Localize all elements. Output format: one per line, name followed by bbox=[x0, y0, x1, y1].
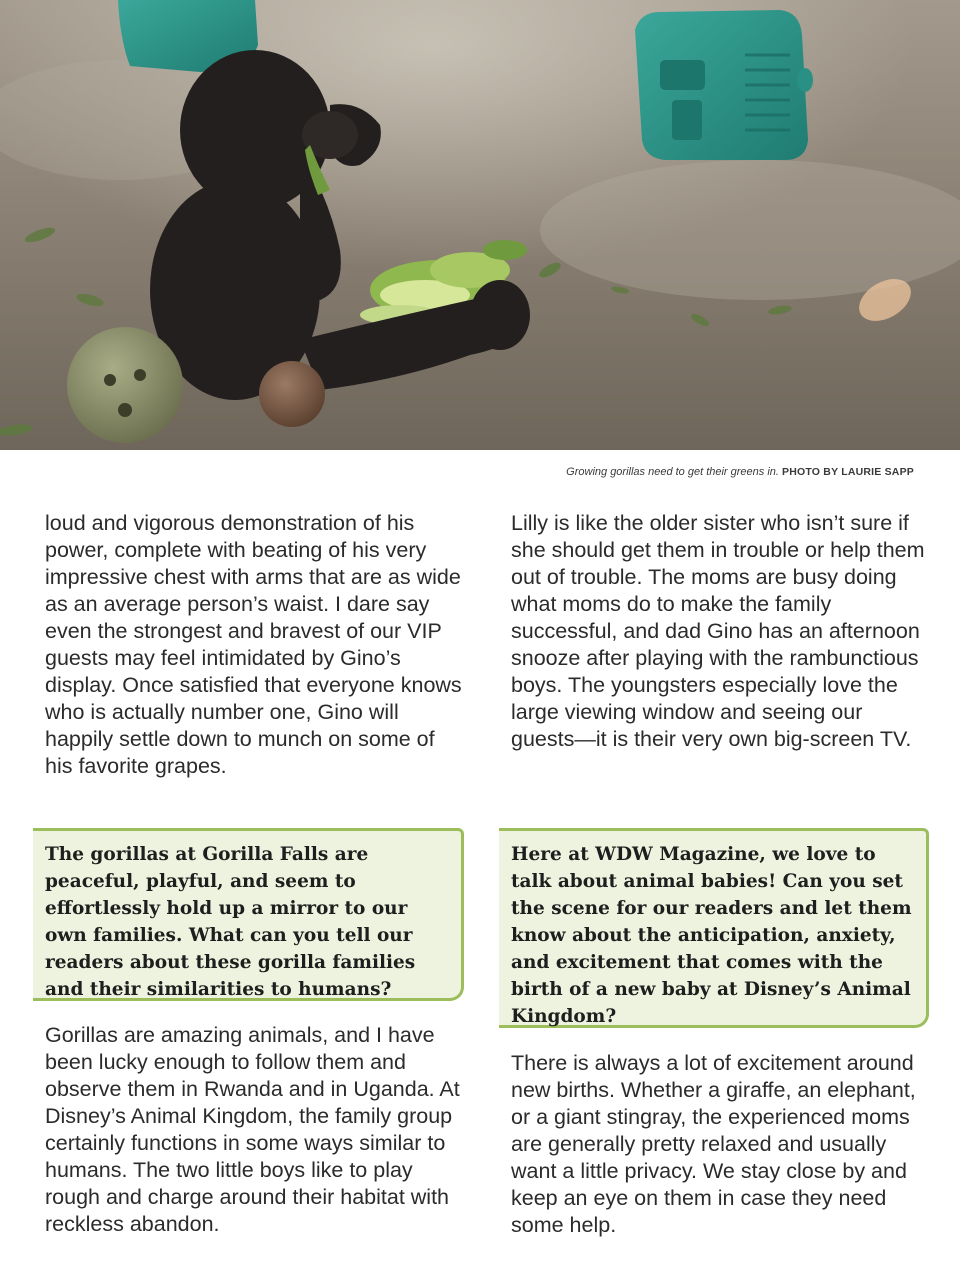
right-intro-paragraph: Lilly is like the older sister who isn’t sure if she should get them in trouble or help them out of trouble. The moms are busy doing what moms do to make the family successful, and dad Gino has an afternoon snooze after playing with the rambunctious boys. The youngsters especially love the large viewing window and seeing our guests—it is their very own big-screen TV. bbox=[511, 511, 925, 751]
left-answer-paragraph: Gorillas are amazing animals, and I have been lucky enough to follow them and observe them in Rwanda and in Uganda. At Disney’s Animal Kingdom, the family group certainly functions in some ways similar to humans. The two little boys like to play rough and charge around their habitat with reckless abandon. bbox=[45, 1023, 460, 1236]
right-column-intro bbox=[511, 510, 931, 753]
left-question-box bbox=[33, 828, 464, 1001]
left-column-answer bbox=[45, 1022, 465, 1238]
right-question-text: Here at WDW Magazine, we love to talk about animal babies! Can you set the scene for our readers and let them know about the anticipation, anxiety, and excitement that comes with the birth of a new baby at Disney’s Animal Kingdom? bbox=[511, 844, 912, 1027]
right-answer-paragraph: There is always a lot of excitement around new births. Whether a giraffe, an elephant, or a giant stingray, the experienced moms are generally pretty relaxed and usually want a little privacy. We stay close by and keep an eye on them in case they need some help. bbox=[511, 1051, 916, 1237]
right-column-answer bbox=[511, 1050, 931, 1239]
caption-text: Growing gorillas need to get their greens in. bbox=[566, 466, 779, 478]
photo-caption bbox=[566, 466, 914, 478]
photo-credit: PHOTO BY LAURIE SAPP bbox=[782, 466, 914, 478]
left-column-intro bbox=[45, 510, 465, 780]
left-question-text: The gorillas at Gorilla Falls are peaceful, playful, and seem to effortlessly hold up a mirror to our own families. What can you tell our readers about these gorilla families and their similarities to humans? bbox=[45, 844, 416, 1000]
right-question-box bbox=[499, 828, 929, 1028]
left-intro-paragraph: loud and vigorous demonstration of his power, complete with beating of his very impressive chest with arms that are as wide as an average person’s waist. I dare say even the strongest and bravest of our VIP guests may feel intimidated by Gino’s display. Once satisfied that everyone knows who is actually number one, Gino will happily settle down to munch on some of his favorite grapes. bbox=[45, 511, 462, 778]
gorilla-photo bbox=[0, 0, 960, 450]
